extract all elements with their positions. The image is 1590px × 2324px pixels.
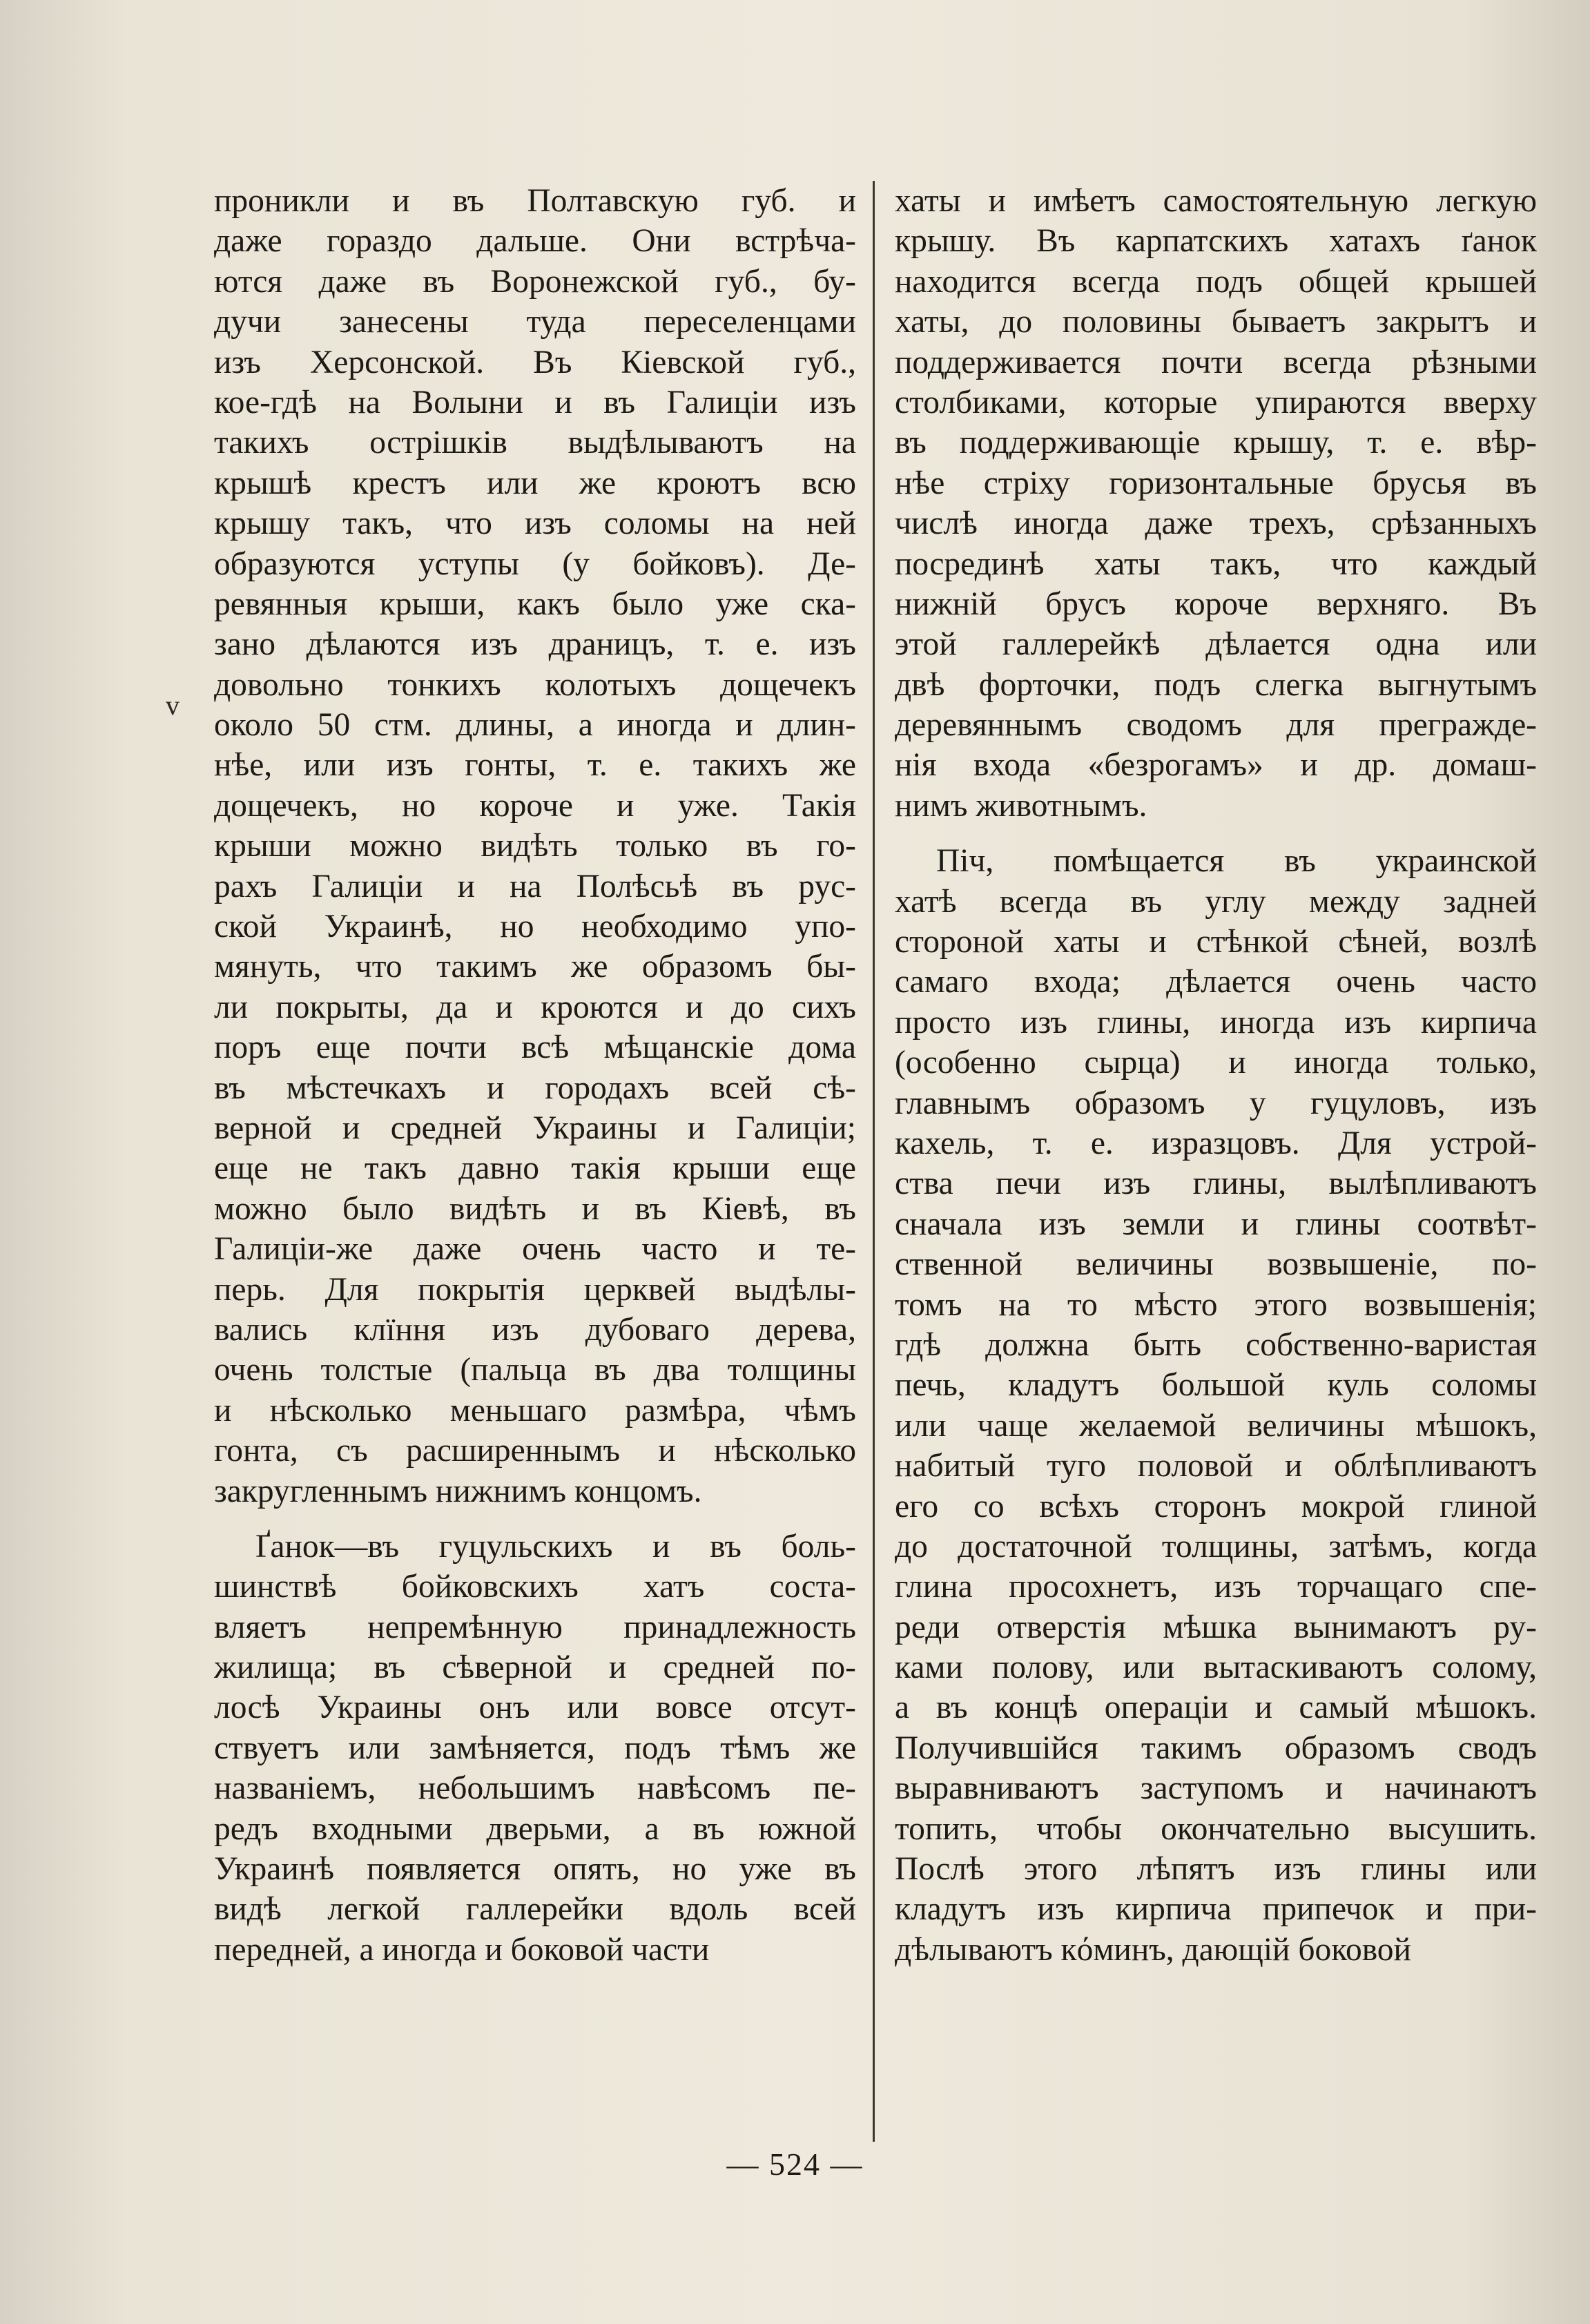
text-line: набитый туго половой и облѣпливаютъ — [895, 1448, 1537, 1484]
text-line: Ґанок—въ гуцульскихъ и въ боль- — [255, 1528, 856, 1565]
text-line: ствуетъ или замѣняется, подъ тѣмъ же — [214, 1730, 856, 1766]
text-line: въ поддерживающіе крышу, т. е. вѣр- — [895, 425, 1537, 461]
text-line: нижній брусъ короче верхняго. Въ — [895, 585, 1537, 622]
text-line: выравниваютъ заступомъ и начинаютъ — [895, 1770, 1537, 1807]
text-line: дѣлываютъ кόминъ, дающій боковой — [895, 1931, 1411, 1968]
text-line: рахъ Галиціи и на Полѣсьѣ въ рус- — [214, 868, 856, 904]
text-line: зано дѣлаются изъ драницъ, т. е. изъ — [214, 626, 856, 663]
text-line: даже гораздо дальше. Они встрѣча- — [214, 223, 856, 260]
text-line: до достаточной толщины, затѣмъ, когда — [895, 1528, 1537, 1565]
text-line: нѣе стріху горизонтальные брусья въ — [895, 465, 1537, 501]
text-line: сначала изъ земли и глины соотвѣт- — [895, 1205, 1537, 1242]
text-line: редъ входными дверьми, а въ южной — [214, 1810, 856, 1847]
text-line: нимъ животнымъ. — [895, 787, 1147, 824]
text-line: проникли и въ Полтавскую губ. и — [214, 183, 856, 219]
text-line: названіемъ, небольшимъ навѣсомъ пе- — [214, 1770, 856, 1807]
text-line: довольно тонкихъ колотыхъ дощечекъ — [214, 666, 856, 703]
text-line: глина просохнетъ, изъ торчащаго спе- — [895, 1569, 1537, 1605]
text-line: деревяннымъ сводомъ для преграждe- — [895, 707, 1537, 744]
text-line: крыши можно видѣть только въ го- — [214, 828, 856, 864]
text-line: верной и средней Украины и Галиціи; — [214, 1110, 856, 1146]
text-line: реди отверстія мѣшка вынимаютъ ру- — [895, 1609, 1537, 1645]
text-line: кладутъ изъ кирпича припечок и при- — [895, 1891, 1537, 1928]
text-line: столбиками, которые упираются вверху — [895, 384, 1537, 420]
text-line: поръ еще почти всѣ мѣщанскіе дома — [214, 1029, 856, 1066]
text-line: ревянныя крыши, какъ было уже ска- — [214, 585, 856, 622]
text-line: хаты и имѣетъ самостоятельную легкую — [895, 183, 1537, 219]
text-line: хатѣ всегда въ углу между задней — [895, 883, 1537, 920]
text-line: топить, чтобы окончательно высушить. — [895, 1810, 1537, 1847]
text-line: ются даже въ Воронежской губ., бу- — [214, 263, 856, 300]
text-line: этой галлерейкѣ дѣлается одна или — [895, 626, 1537, 663]
text-line: въ мѣстечкахъ и городахъ всей сѣ- — [214, 1069, 856, 1106]
text-line: около 50 стм. длины, а иногда и длин- — [214, 707, 856, 744]
text-line: передней, а иногда и боковой части — [214, 1931, 710, 1968]
text-line: кахель, т. е. изразцовъ. Для устрой- — [895, 1125, 1537, 1161]
text-line: Получившійся такимъ образомъ сводъ — [895, 1730, 1537, 1766]
text-line: (особенно сырца) и иногда только, — [895, 1045, 1537, 1081]
text-line: образуются уступы (у бойковъ). Де- — [214, 545, 856, 582]
text-line: ли покрыты, да и кроются и до сихъ — [214, 989, 856, 1025]
text-line: лосѣ Украины онъ или вовсе отсут- — [214, 1689, 856, 1726]
text-line: Піч, помѣщается въ украинской — [936, 843, 1537, 880]
text-line: дощечекъ, но короче и уже. Такія — [214, 787, 856, 824]
text-line: двѣ форточки, подъ слегка выгнутымъ — [895, 666, 1537, 703]
text-line: ками полову, или вытаскиваютъ солому, — [895, 1649, 1537, 1686]
text-line: можно было видѣть и въ Кіевѣ, въ — [214, 1190, 856, 1227]
text-line: гонта, съ расширеннымъ и нѣсколько — [214, 1433, 856, 1469]
text-line: числѣ иногда даже трехъ, срѣзанныхъ — [895, 505, 1537, 542]
text-line: стороной хаты и стѣнкой сѣней, возлѣ — [895, 924, 1537, 960]
text-line: или чаще желаемой величины мѣшокъ, — [895, 1407, 1537, 1444]
right-text-column — [895, 181, 1537, 1970]
column-divider — [873, 181, 875, 2142]
text-line: очень толстые (пальца въ два толщины — [214, 1352, 856, 1388]
text-line: нія входа «безрогамъ» и др. домаш- — [895, 747, 1537, 784]
text-line: ственной величины возвышеніе, по- — [895, 1246, 1537, 1283]
text-line: находится всегда подъ общей крышей — [895, 263, 1537, 300]
text-line: вались клїння изъ дубоваго дерева, — [214, 1311, 856, 1348]
text-line: а въ концѣ операціи и самый мѣшокъ. — [895, 1689, 1537, 1726]
margin-mark: v — [166, 690, 180, 721]
text-line: просто изъ глины, иногда изъ кирпича — [895, 1004, 1537, 1040]
text-line: Украинѣ появляется опять, но уже въ — [214, 1851, 856, 1888]
page-number: — 524 — — [726, 2147, 864, 2182]
text-line: видѣ легкой галлерейки вдоль всей — [214, 1891, 856, 1928]
text-line: жилища; въ сѣверной и средней по- — [214, 1649, 856, 1686]
text-line: мянуть, что такимъ же образомъ бы- — [214, 949, 856, 985]
text-line: изъ Херсонской. Въ Кіевской губ., — [214, 344, 856, 380]
text-line: печь, кладутъ большой куль соломы — [895, 1367, 1537, 1404]
text-line: гдѣ должна быть собственно-варистая — [895, 1326, 1537, 1363]
text-line: такихъ острішків выдѣлываютъ на — [214, 425, 856, 461]
text-line: и нѣсколько меньшаго размѣра, чѣмъ — [214, 1392, 856, 1429]
text-line: самаго входа; дѣлается очень часто — [895, 964, 1537, 1000]
text-line: закругленнымъ нижнимъ концомъ. — [214, 1473, 702, 1509]
text-line: хаты, до половины бываетъ закрытъ и — [895, 304, 1537, 340]
text-line: поддерживается почти всегда рѣзными — [895, 344, 1537, 380]
text-line: дучи занесены туда переселенцами — [214, 304, 856, 340]
text-line: ской Украинѣ, но необходимо упо- — [214, 909, 856, 945]
text-line: нѣе, или изъ гонты, т. е. такихъ же — [214, 747, 856, 784]
text-line: его со всѣхъ сторонъ мокрой глиной — [895, 1488, 1537, 1524]
text-line: вляетъ непремѣнную принадлежность — [214, 1609, 856, 1645]
text-line: главнымъ образомъ у гуцуловъ, изъ — [895, 1085, 1537, 1121]
text-line: кое-гдѣ на Волыни и въ Галиціи изъ — [214, 384, 856, 420]
text-line: посрединѣ хаты такъ, что каждый — [895, 545, 1537, 582]
text-line: перь. Для покрытія церквей выдѣлы- — [214, 1271, 856, 1308]
text-line: крышѣ крестъ или же кроютъ всю — [214, 465, 856, 501]
paragraph-gap — [214, 1511, 856, 1527]
text-line: Галиціи-же даже очень часто и те- — [214, 1231, 856, 1268]
text-line: крышу такъ, что изъ соломы на ней — [214, 505, 856, 542]
text-line: томъ на то мѣсто этого возвышенія; — [895, 1286, 1537, 1323]
text-line: крышу. Въ карпатскихъ хатахъ ґанок — [895, 223, 1537, 260]
text-line: шинствѣ бойковскихъ хатъ соста- — [214, 1569, 856, 1605]
paragraph-gap — [895, 826, 1537, 841]
text-line: ства печи изъ глины, вылѣпливаютъ — [895, 1165, 1537, 1202]
text-line: еще не такъ давно такія крыши еще — [214, 1150, 856, 1187]
left-text-column — [214, 181, 856, 1970]
text-line: Послѣ этого лѣпятъ изъ глины или — [895, 1851, 1537, 1888]
